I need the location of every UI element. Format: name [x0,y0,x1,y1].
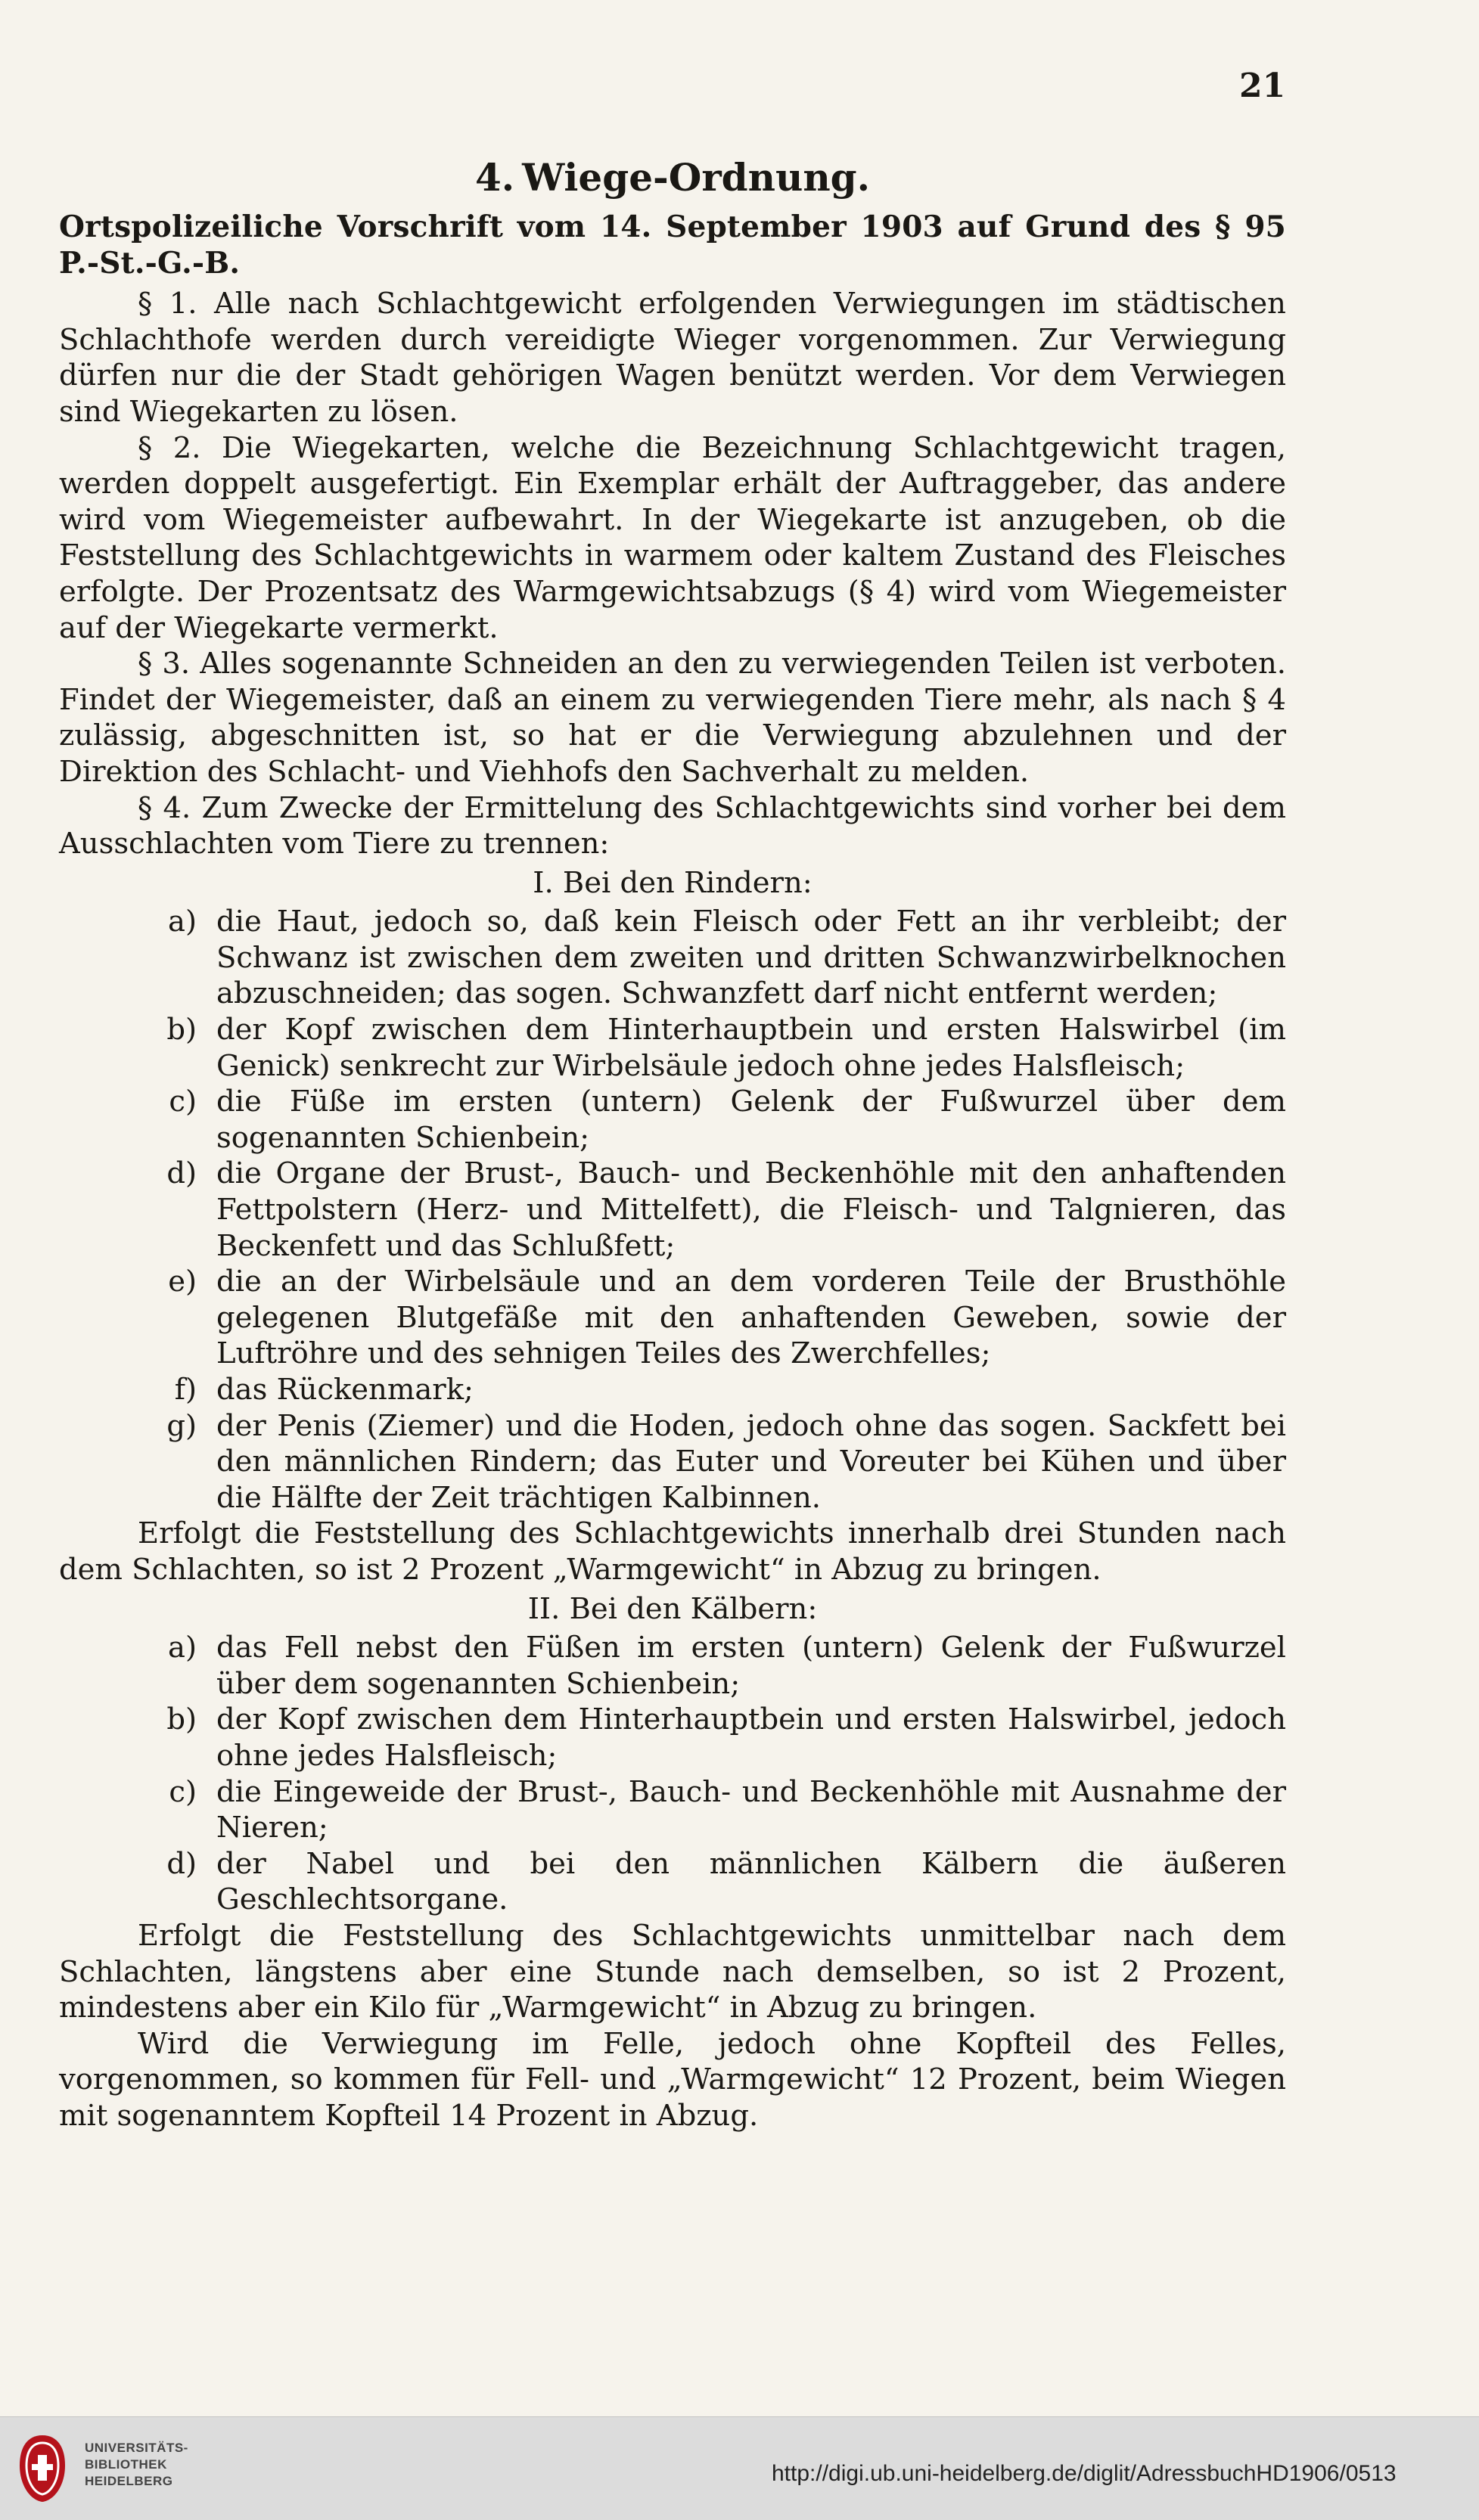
section-closing-kaelber-1: Erfolgt die Feststellung des Schlachtgewichts unmittelbar nach dem Schlachten, längstens aber eine Stunde nach demselben, so ist 2 Prozent, mindestens aber ein Kilo für „Warmgewicht“ in Abzug zu bringen. [59,1918,1286,2025]
heading-number: 4. [474,155,515,200]
paragraph-label: § 2. [138,430,201,465]
library-name-line: HEIDELBERG [85,2474,173,2488]
list-item [59,1156,1286,1264]
paragraph-text: Zum Zwecke der Ermittelung des Schlachtgewichts sind vorher bei dem Ausschlachten vom Tiere zu trennen: [59,790,1286,861]
paragraph-text: Alles sogenannte Schneiden an den zu verwiegenden Teilen ist verboten. Findet der Wiegemeister, daß an einem zu verwiegenden Tiere mehr, als nach § 4 zulässig, abgeschnitten ist, so hat er die Verwiegung abzulehnen und der Direktion des Schlacht- und Viehhofs den Sachverhalt zu melden. [59,647,1286,789]
list-item-label: e) [168,1265,197,1299]
list-item-label: d) [166,1156,197,1191]
list-item-text: das Fell nebst den Füßen im ersten (untern) Gelenk der Fußwurzel über dem sogenannten Schienbein; [216,1631,1286,1701]
list-item-label: g) [166,1408,197,1443]
list-item-label: c) [169,1085,197,1119]
list-item-text: der Kopf zwischen dem Hinterhauptbein und ersten Halswirbel, jedoch ohne jedes Halsfleisch; [216,1702,1286,1773]
list-item [59,1012,1286,1084]
list-item-label: c) [169,1774,197,1809]
list-item-text: die Organe der Brust-, Bauch- und Beckenhöhle mit den anhaftenden Fettpolstern (Herz- und Mittelfett), die Fleisch- und Talgnieren, das Beckenfett und das Schlußfett; [216,1156,1286,1263]
heading-title: Wiege-Ordnung. [522,155,871,200]
list-item-text: die Eingeweide der Brust-, Bauch- und Beckenhöhle mit Ausnahme der Nieren; [216,1774,1286,1845]
list-item-text: die Haut, jedoch so, daß kein Fleisch oder Fett an ihr verbleibt; der Schwanz ist zwischen dem zweiten und dritten Schwanzwirbelknochen abzuschneiden; das sogen. Schwanzfett darf nicht entfernt werden; [216,905,1286,1011]
list-item [59,1084,1286,1156]
page-title [59,155,1286,200]
section-closing-kaelber-2: Wird die Verwiegung im Felle, jedoch ohne Kopfteil des Felles, vorgenommen, so kommen für Fell- und „Warmgewicht“ 12 Prozent, beim Wiegen mit sogenanntem Kopfteil 14 Prozent in Abzug. [59,2026,1286,2133]
list-item [59,1372,1286,1408]
list-item-label: d) [166,1846,197,1881]
university-seal-icon[interactable] [15,2432,70,2505]
paragraph-3 [59,646,1286,790]
list-item-text: der Nabel und bei den männlichen Kälbern die äußeren Geschlechtsorgane. [216,1846,1286,1917]
document-body [59,155,1286,2134]
library-name-line: BIBLIOTHEK [85,2457,167,2472]
paragraph-2 [59,430,1286,647]
paragraph-label: § 1. [138,287,197,321]
list-item [59,1264,1286,1372]
list-item-label: b) [166,1702,197,1737]
paragraph-label: § 4. [138,790,191,825]
list-item-text: die Füße im ersten (untern) Gelenk der Fußwurzel über dem sogenannten Schienbein; [216,1085,1286,1155]
list-item [59,1702,1286,1774]
list-item-text: der Kopf zwischen dem Hinterhauptbein und ersten Halswirbel (im Genick) senkrecht zur Wirbelsäule jedoch ohne jedes Halsfleisch; [216,1013,1286,1083]
paragraph-text: Die Wiegekarten, welche die Bezeichnung Schlachtgewicht tragen, werden doppelt ausgefertigt. Ein Exemplar erhält der Auftraggeber, das andere wird vom Wiegemeister aufbewahrt. In der Wiegekarte ist anzugeben, ob die Feststellung des Schlachtgewichts in warmem oder kaltem Zustand des Fleisches erfolgte. Der Prozentsatz des Warmgewichtsabzugs (§ 4) wird vom Wiegemeister auf der Wiegekarte vermerkt. [59,430,1286,645]
paragraph-label: § 3. [138,647,191,681]
section-closing-rinder: Erfolgt die Feststellung des Schlachtgewichts innerhalb drei Stunden nach dem Schlachten, so ist 2 Prozent „Warmgewicht“ in Abzug zu bringen. [59,1516,1286,1587]
list-item-label: a) [168,905,197,939]
seal-graphic [15,2432,70,2505]
list-item-label: b) [166,1013,197,1047]
list-item [59,1408,1286,1516]
list-item-text: der Penis (Ziemer) und die Hoden, jedoch ohne das sogen. Sackfett bei den männlichen Rindern; das Euter und Voreuter bei Kühen und über die Hälfte der Zeit trächtigen Kalbinnen. [216,1408,1286,1515]
paragraph-4 [59,790,1286,862]
list-item [59,904,1286,1012]
list-item-text: das Rückenmark; [216,1373,474,1407]
section-title-kaelber: II. Bei den Kälbern: [527,1591,818,1626]
list-item [59,1630,1286,1702]
list-item [59,1846,1286,1918]
library-name-line: UNIVERSITÄTS- [85,2441,188,2455]
paragraph-1 [59,286,1286,430]
paragraph-text: Alle nach Schlachtgewicht erfolgenden Verwiegungen im städtischen Schlachthofe werden durch vereidigte Wieger vorgenommen. Zur Verwiegung dürfen nur die der Stadt gehörigen Wagen benützt werden. Vor dem Verwiegen sind Wiegekarten zu lösen. [59,287,1286,429]
subheading: Ortspolizeiliche Vorschrift vom 14. September 1903 auf Grund des § 95 P.-St.-G.-B. [59,209,1286,281]
footer-bar [0,2416,1479,2520]
page-number: 21 [1239,67,1286,105]
library-name [85,2440,188,2490]
list-item-text: die an der Wirbelsäule und an dem vorderen Teile der Brusthöhle gelegenen Blutgefäße mit den anhaftenden Geweben, sowie der Luftröhre und des sehnigen Teiles des Zwerchfelles; [216,1265,1286,1371]
list-item-label: f) [174,1373,197,1407]
section-title-rinder: I. Bei den Rindern: [533,865,813,900]
source-url-link[interactable]: http://digi.ub.uni-heidelberg.de/diglit/AdressbuchHD1906/0513 [772,2461,1397,2486]
list-item [59,1774,1286,1846]
list-item-label: a) [168,1631,197,1665]
